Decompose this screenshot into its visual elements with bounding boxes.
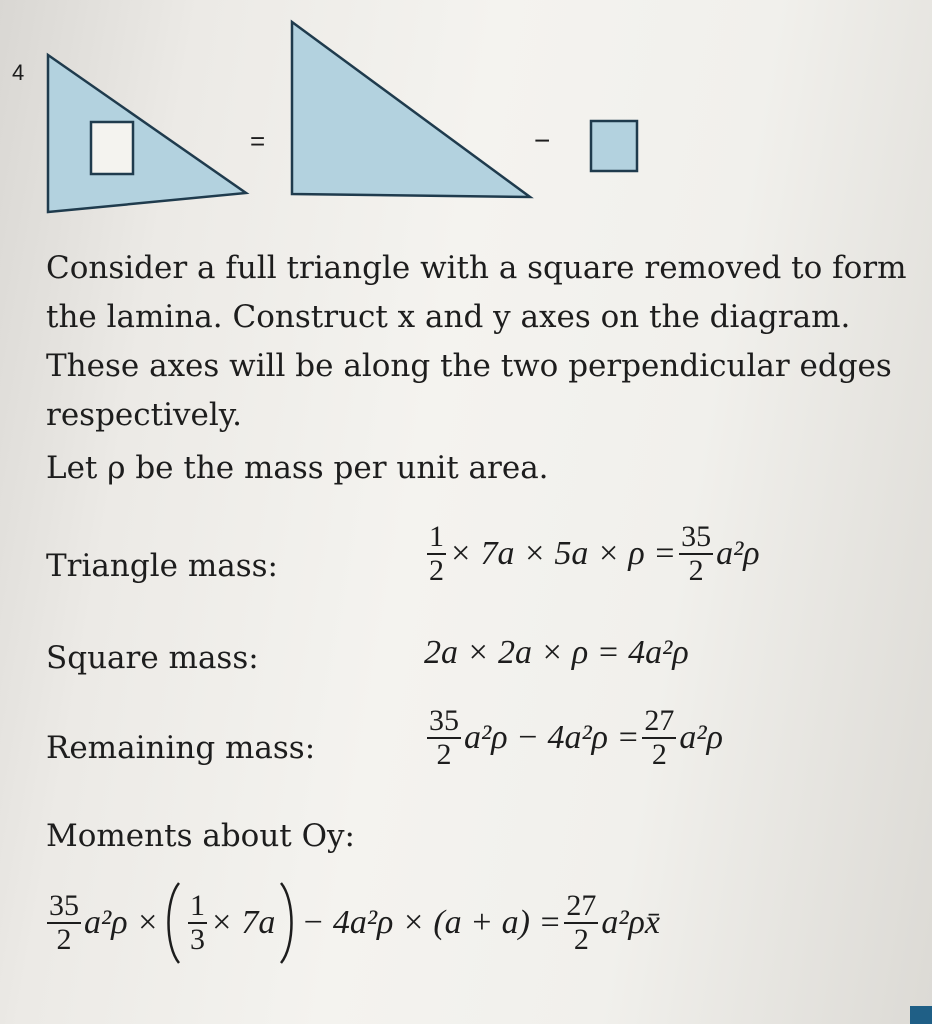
remaining-mass-equation [424,706,723,770]
lamina-diagram [0,0,932,230]
triangle-tail: a²ρ [716,535,760,572]
square-hole [91,122,133,174]
removed-square [591,121,637,171]
triangle-expr: × 7a × 5a × ρ = [449,535,677,572]
question-number: 4 [12,60,25,85]
remaining-tail: a²ρ [679,719,723,756]
lamina-shape [48,55,246,212]
moments-part2: × 7a [209,904,276,941]
book-edge [910,1006,932,1024]
moments-heading: Moments about Oy: [46,818,355,854]
right-paren [275,880,301,966]
fraction-third: $\frac{1}{3}$ [189,889,205,956]
fraction-27-2-b: $\frac{27}{2}$ [566,889,597,956]
fraction-35-2-c: $\frac{35}{2}$ [49,889,79,956]
remaining-expr: a²ρ − 4a²ρ = [464,719,640,756]
minus-sign: − [534,125,551,156]
full-triangle [292,22,530,197]
square-mass-label: Square mass: [46,640,259,676]
moments-part3: − 4a²ρ × (a + a) = [301,904,562,941]
equals-sign: = [250,126,266,156]
fraction-27-2: $\frac{27}{2}$ [644,704,675,771]
fraction-35-2: $\frac{35}{2}$ [681,520,712,587]
moments-equation [44,880,660,966]
fraction-half: $\frac{1}{2}$ [429,520,444,587]
explanation-text [46,244,916,493]
triangle-mass-equation [424,522,760,586]
left-paren [159,880,185,966]
square-expr: 2a × 2a × ρ = 4a²ρ [424,634,689,671]
fraction-35-2-b: $\frac{35}{2}$ [429,704,459,771]
paragraph-density: Let ρ be the mass per unit area. [46,450,549,486]
paragraph-intro: Consider a full triangle with a square removed to form the lamina. Construct x and y axes on the diagram. These axes will be along the two perpendicular edges respectively. [46,250,907,433]
triangle-mass-label: Triangle mass: [46,548,278,584]
moments-tail: a²ρx̄ [601,904,660,941]
remaining-mass-label: Remaining mass: [46,730,316,766]
square-mass-equation [424,634,689,672]
moments-part1: a²ρ × [84,904,159,941]
